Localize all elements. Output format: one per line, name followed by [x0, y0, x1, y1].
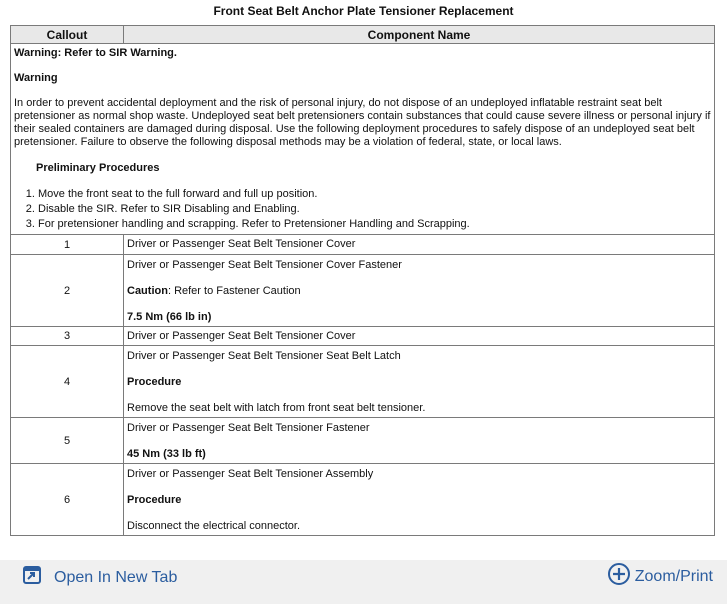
callout-cell: 5 — [11, 418, 124, 464]
procedure-text: Disconnect the electrical connector. — [127, 520, 301, 532]
torque-spec: 45 Nm (33 lb ft) — [127, 448, 206, 460]
plus-circle-icon — [607, 562, 631, 591]
table-row — [11, 464, 715, 536]
component-cell — [124, 235, 715, 255]
table-header-row — [11, 26, 715, 44]
callout-cell: 6 — [11, 464, 124, 536]
component-cell — [124, 346, 715, 418]
open-in-new-tab-label: Open In New Tab — [54, 568, 178, 586]
zoom-print-button[interactable] — [607, 562, 713, 591]
preliminary-steps-list — [14, 187, 711, 232]
open-new-tab-icon — [22, 565, 42, 590]
procedure-label: Procedure — [127, 376, 182, 388]
list-item: 1. Move the front seat to the full forward and full up position. — [38, 187, 711, 202]
table-row — [11, 235, 715, 255]
table-row — [11, 327, 715, 346]
page-title: Front Seat Belt Anchor Plate Tensioner Replacement — [213, 4, 514, 18]
warning-cell — [11, 44, 715, 235]
components-table — [10, 25, 715, 536]
warning-text: In order to prevent accidental deployment and the risk of personal injury, do not dispose of an undeployed inflatable restraint seat belt pretensioner as normal shop waste. Undeployed seat belt pretensioners contain substances that could cause severe illness or personal injury if their sealed containers are damaged during disposal. Use the following deployment procedures to safely dispose of an undeployed seat belt pretensioner. Failure to observe the following disposal methods may be a violation of federal, state, or local laws. — [14, 97, 711, 148]
callout-header: Callout — [11, 26, 124, 44]
table-row — [11, 418, 715, 464]
callout-cell: 1 — [11, 235, 124, 255]
footer-bar — [0, 560, 727, 604]
list-item: 3. For pretensioner handling and scrapping. Refer to Pretensioner Handling and Scrapping. — [38, 217, 711, 232]
component-cell — [124, 255, 715, 327]
table-row — [11, 346, 715, 418]
zoom-print-label: Zoom/Print — [634, 567, 713, 585]
torque-spec: 7.5 Nm (66 lb in) — [127, 311, 212, 323]
callout-cell: 2 — [11, 255, 124, 327]
list-item: 2. Disable the SIR. Refer to SIR Disabling and Enabling. — [38, 202, 711, 217]
component-name: Driver or Passenger Seat Belt Tensioner Fastener — [127, 422, 370, 434]
open-in-new-tab-button[interactable] — [22, 565, 177, 590]
table-row — [11, 255, 715, 327]
component-name: Driver or Passenger Seat Belt Tensioner Cover — [127, 238, 356, 250]
component-name-header: Component Name — [124, 26, 715, 44]
component-name: Driver or Passenger Seat Belt Tensioner Seat Belt Latch — [127, 350, 401, 362]
component-name: Driver or Passenger Seat Belt Tensioner Assembly — [127, 468, 374, 480]
caution-note — [127, 283, 711, 299]
component-name: Driver or Passenger Seat Belt Tensioner Cover Fastener — [127, 259, 402, 271]
callout-cell: 3 — [11, 327, 124, 346]
component-cell — [124, 464, 715, 536]
warning-title: Warning — [14, 72, 58, 84]
preliminary-procedures-title: Preliminary Procedures — [36, 162, 160, 174]
procedure-label: Procedure — [127, 494, 182, 506]
component-cell — [124, 418, 715, 464]
callout-cell: 4 — [11, 346, 124, 418]
component-cell — [124, 327, 715, 346]
warning-heading: Warning: Refer to SIR Warning. — [14, 47, 177, 59]
procedure-text: Remove the seat belt with latch from front seat belt tensioner. — [127, 402, 426, 414]
component-name: Driver or Passenger Seat Belt Tensioner Cover — [127, 330, 356, 342]
caution-text: : Refer to Fastener Caution — [167, 285, 301, 297]
caution-label: Caution — [127, 285, 168, 297]
warning-row — [11, 44, 715, 235]
